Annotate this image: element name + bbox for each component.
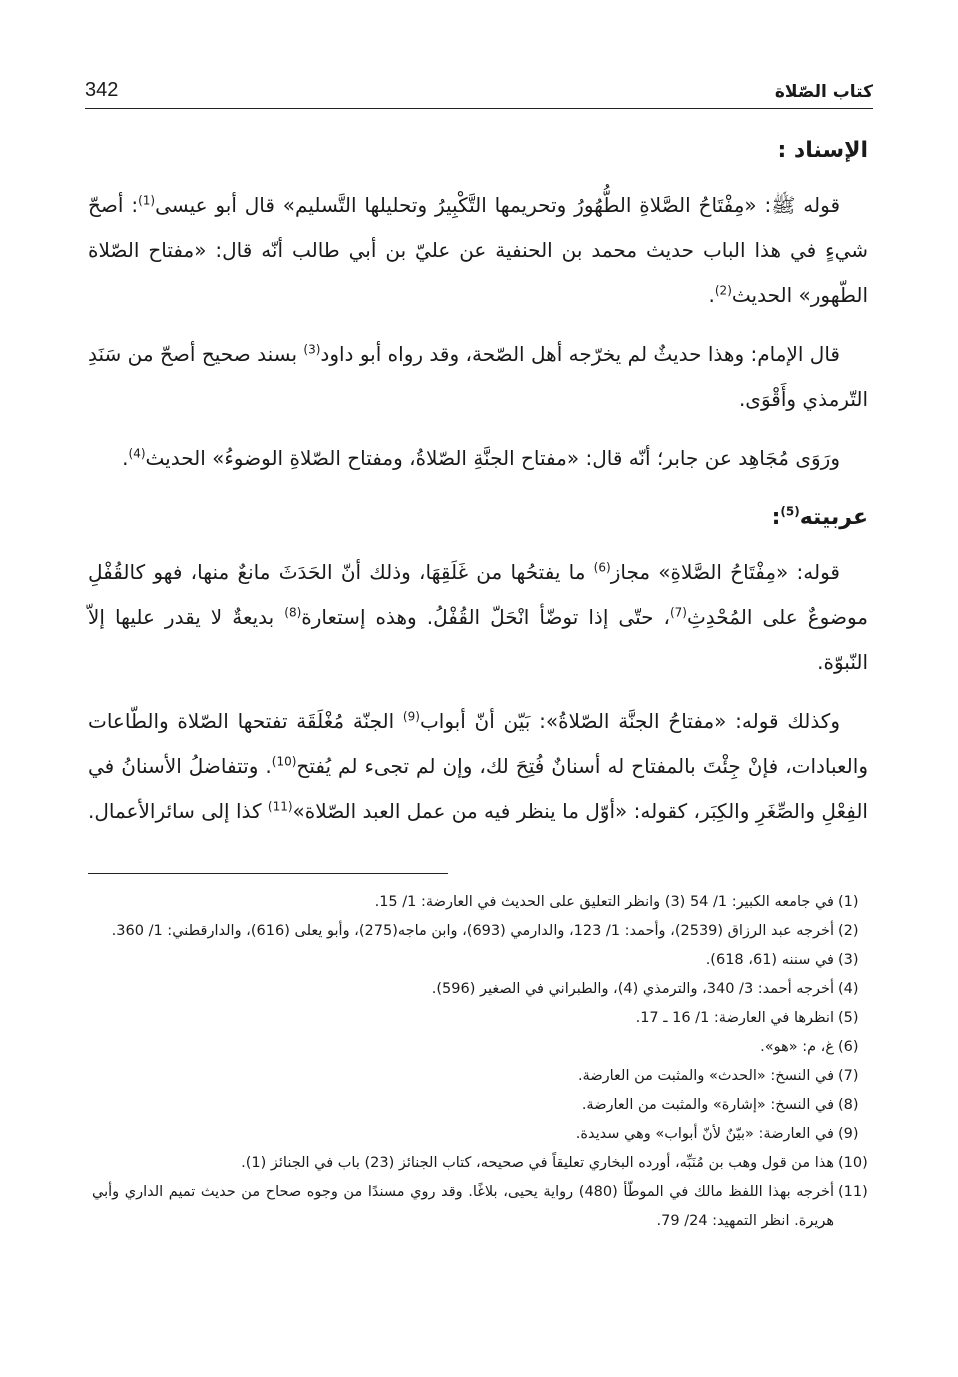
footnote-item bbox=[92, 1062, 876, 1091]
footnote-ref: (9) bbox=[402, 709, 420, 724]
footnote-item bbox=[92, 917, 876, 946]
text-span: قوله ﷺ: «مِفْتَاحُ الصَّلاةِ الطُّهُورُ وتحريمها التَّكْبِيرُ وتحليلها التَّسليم» قال أبو عيسى bbox=[155, 193, 841, 217]
text-span: ، حتّى إذا توضّأ انْحَلّ القُفْلُ. وهذه إستعارة bbox=[301, 605, 670, 629]
paragraph-4 bbox=[88, 550, 868, 685]
footnote-ref: (8) bbox=[284, 605, 302, 620]
footnote-ref: (1) bbox=[138, 193, 156, 208]
footnote-text: في جامعه الكبير: 1/ 54 (3) وانظر التعليق على الحديث في العارضة: 1/ 15. bbox=[374, 894, 834, 910]
footnote-text: في سننه (61، 618). bbox=[705, 952, 834, 968]
running-title: كتاب الصّلاة bbox=[774, 82, 873, 102]
section-heading-isnad: الإسناد : bbox=[777, 138, 868, 163]
footnote-item bbox=[92, 1004, 876, 1033]
footnote-ref: (3) bbox=[303, 342, 321, 357]
footnote-ref: (10) bbox=[271, 754, 297, 769]
footnote-ref: (7) bbox=[669, 605, 687, 620]
text-span: . bbox=[122, 446, 129, 470]
main-text bbox=[88, 128, 868, 848]
footnote-text: أخرجه أحمد: 3/ 340، والترمذي (4)، والطبراني في الصغير (596). bbox=[431, 981, 834, 997]
footnote-text: أخرجه عبد الرزاق (2539)، وأحمد: 1/ 123، والدارمي (693)، وابن ماجه(275)، وأبو يعلى (616)، والدارقطني: 1/ 360. bbox=[111, 923, 834, 939]
footnote-ref: (4) bbox=[128, 446, 146, 461]
footnote-text: في النسخ: «الحدث» والمثبت من العارضة. bbox=[577, 1068, 834, 1084]
paragraph-2 bbox=[88, 332, 868, 422]
footnote-number: (11) bbox=[838, 1184, 868, 1200]
paragraph-5 bbox=[88, 699, 868, 834]
footnote-text: في العارضة: «بيّنٌ لأنّ أبواب» وهي سديدة. bbox=[575, 1126, 834, 1142]
section-heading-arabiyya bbox=[88, 495, 868, 540]
footnote-item bbox=[92, 1149, 876, 1178]
footnote-text: أخرجه بهذا اللفظ مالك في الموطّأ (480) رواية يحيى، بلاغًا. وقد روي مسندًا من وجوه صحاح من حديث تميم الداري وأبي هريرة. انظر التمهيد: 24/ 79. bbox=[92, 1184, 834, 1229]
paragraph-1 bbox=[88, 183, 868, 318]
page-header bbox=[85, 68, 873, 109]
text-span: . bbox=[708, 283, 715, 307]
text-span: قوله: «مِفْتَاحُ الصَّلاةِ» مجاز bbox=[610, 560, 840, 584]
footnote-separator bbox=[88, 873, 448, 874]
footnotes-list bbox=[92, 888, 876, 1236]
footnote-text: في النسخ: «إشارة» والمثبت من العارضة. bbox=[581, 1097, 834, 1113]
footnote-number: (8) bbox=[838, 1097, 859, 1113]
text-span: ما يفتحُها من غَلَقِهَا، وذلك أنّ الحَدَثَ مانعٌ منها، فهو كالقُفْلِ موضوعٌ على المُحْدِثِ bbox=[88, 560, 868, 629]
text-span: بسند صحيح أصحّ من سَنَدِ التّرمذي وأَقْوَى. bbox=[88, 342, 868, 411]
text-span: ورَوَى مُجَاهِد عن جابر؛ أنّه قال: «مفتاح الجنَّةِ الصّلاةُ، ومفتاح الصّلاةِ الوضوءُ» الحديث bbox=[145, 446, 840, 470]
heading-colon: : bbox=[771, 505, 781, 530]
heading-text: عربيته bbox=[799, 505, 868, 530]
footnote-item bbox=[92, 1178, 876, 1236]
text-span: قال الإمام: وهذا حديثٌ لم يخرّجه أهل الصّحة، وقد رواه أبو داود bbox=[320, 342, 840, 366]
footnote-text: هذا من قول وهب بن مُنَبِّه، أورده البخاري تعليقاً في صحيحه، كتاب الجنائز (23) باب في الجنائز (1). bbox=[241, 1155, 834, 1171]
text-span: : أصحّ شيءٍ في هذا الباب حديث محمد بن الحنفية عن عليّ بن أبي طالب أنّه قال: «مفتاح الصّلاة الطّهور» الحديث bbox=[88, 193, 868, 307]
footnote-ref: (11) bbox=[267, 799, 293, 814]
footnote-number: (2) bbox=[838, 923, 859, 939]
footnote-item bbox=[92, 1120, 876, 1149]
footnote-text: غ، م: «هو». bbox=[760, 1039, 834, 1055]
paragraph-3 bbox=[88, 436, 868, 481]
text-span: كذا إلى سائرالأعمال. bbox=[88, 799, 268, 823]
footnote-item bbox=[92, 1033, 876, 1062]
footnote-item bbox=[92, 946, 876, 975]
footnote-number: (4) bbox=[838, 981, 859, 997]
footnote-number: (6) bbox=[838, 1039, 859, 1055]
footnote-text: انظرها في العارضة: 1/ 16 ـ 17. bbox=[635, 1010, 834, 1026]
footnote-ref: (2) bbox=[714, 283, 732, 298]
text-span: وكذلك قوله: «مفتاحُ الجنَّة الصّلاةُ»: بَيّن أنّ أبواب bbox=[419, 709, 840, 733]
footnote-number: (3) bbox=[838, 952, 859, 968]
footnote-ref: (5) bbox=[780, 504, 800, 519]
text-span: بديعةٌ لا يقدر عليها إلاّ النّبوّة. bbox=[88, 605, 868, 674]
text-span: الجنّة مُغْلَقَة تفتحها الصّلاة والطّاعات والعبادات، فإنْ جِئْتَ بالمفتاح له أسنانٌ فُتِحَ لك، وإن لم تجىء لم يُفتح bbox=[88, 709, 868, 778]
footnote-item bbox=[92, 975, 876, 1004]
page-number: 342 bbox=[85, 79, 119, 101]
footnote-ref: (6) bbox=[593, 560, 611, 575]
footnote-number: (5) bbox=[838, 1010, 859, 1026]
text-span: . وتتفاضلُ الأسنانُ في الفِعْلِ والصِّغَرِ والكِبَر، كقوله: «أوّل ما ينظر فيه من عمل العبد الصّلاة» bbox=[88, 754, 868, 823]
footnote-number: (7) bbox=[838, 1068, 859, 1084]
footnote-item bbox=[92, 888, 876, 917]
footnote-number: (1) bbox=[838, 894, 859, 910]
footnote-number: (9) bbox=[838, 1126, 859, 1142]
footnote-number: (10) bbox=[838, 1155, 868, 1171]
footnote-item bbox=[92, 1091, 876, 1120]
